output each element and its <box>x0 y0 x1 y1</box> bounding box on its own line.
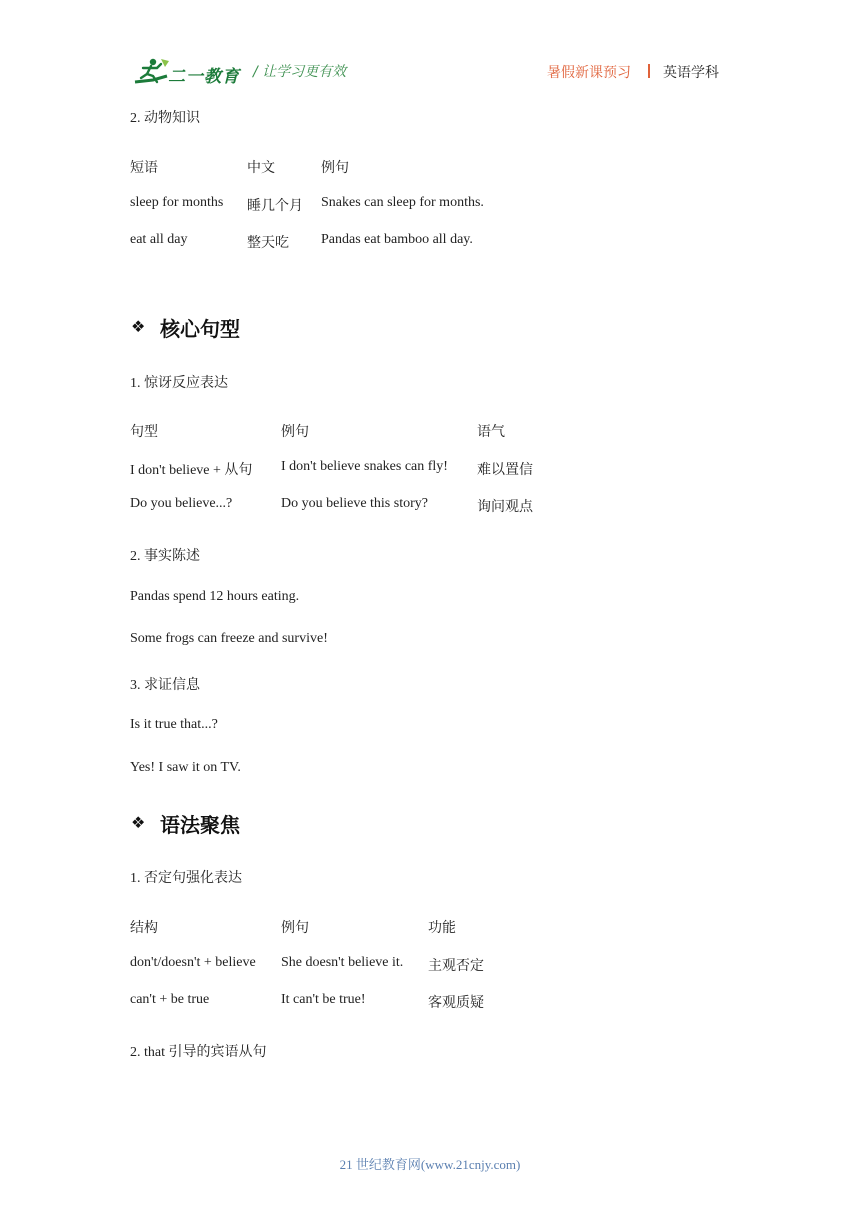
example-line: Yes! I saw it on TV. <box>130 760 241 775</box>
subsection-heading: 2. that 引导的宾语从句 <box>130 1045 267 1060</box>
subsection-heading: 1. 否定句强化表达 <box>130 871 242 886</box>
runner-logo-icon <box>131 56 171 90</box>
subsection-heading: 2. 事实陈述 <box>130 549 200 564</box>
table-cell: can't + be true <box>130 992 210 1007</box>
table-cell: 询问观点 <box>477 500 533 515</box>
example-line: Some frogs can freeze and survive! <box>130 631 328 646</box>
footer-link[interactable]: 21 世纪教育网(www.21cnjy.com) <box>339 1157 521 1172</box>
table-header: 例句 <box>281 921 309 936</box>
course-label: 暑假新课预习 <box>547 65 631 81</box>
section-title-core: 核心句型 <box>160 317 240 341</box>
table-header: 中文 <box>247 161 275 176</box>
table-cell: Do you believe...? <box>130 496 233 511</box>
table-cell: She doesn't believe it. <box>281 955 404 970</box>
table-header: 例句 <box>281 425 309 440</box>
table-header: 例句 <box>321 161 349 176</box>
table-cell: 睡几个月 <box>247 199 303 214</box>
table-header: 功能 <box>428 921 456 936</box>
table-cell: 整天吃 <box>247 236 289 251</box>
table-header: 结构 <box>130 921 158 936</box>
section-heading-animals: 2. 动物知识 <box>130 111 200 126</box>
subsection-heading: 3. 求证信息 <box>130 678 200 693</box>
logo-text: 二一教育 <box>168 67 240 87</box>
subject-label: 英语学科 <box>663 65 719 81</box>
table-cell: don't/doesn't + believe <box>130 955 256 970</box>
table-cell: Pandas eat bamboo all day. <box>321 232 473 247</box>
table-cell: Do you believe this story? <box>281 496 428 511</box>
table-cell: 客观质疑 <box>428 996 484 1011</box>
table-header: 语气 <box>477 425 505 440</box>
table-cell: 主观否定 <box>428 959 484 974</box>
table-cell: I don't believe snakes can fly! <box>281 459 448 474</box>
table-cell: eat all day <box>130 232 188 247</box>
slogan: / 让学习更有效 <box>253 64 347 80</box>
table-cell: Snakes can sleep for months. <box>321 195 484 210</box>
diamond-bullet-icon: ❖ <box>131 317 146 336</box>
table-cell: 难以置信 <box>477 463 533 478</box>
example-line: Is it true that...? <box>130 717 218 732</box>
section-title-grammar: 语法聚焦 <box>160 813 240 837</box>
table-cell: I don't believe + 从句 <box>130 463 253 478</box>
example-line: Pandas spend 12 hours eating. <box>130 589 300 604</box>
table-cell: It can't be true! <box>281 992 366 1007</box>
header-divider <box>648 64 650 78</box>
diamond-bullet-icon: ❖ <box>131 813 146 832</box>
subsection-heading: 1. 惊讶反应表达 <box>130 376 228 391</box>
table-cell: sleep for months <box>130 195 224 210</box>
table-header: 短语 <box>130 161 158 176</box>
table-header: 句型 <box>130 425 158 440</box>
